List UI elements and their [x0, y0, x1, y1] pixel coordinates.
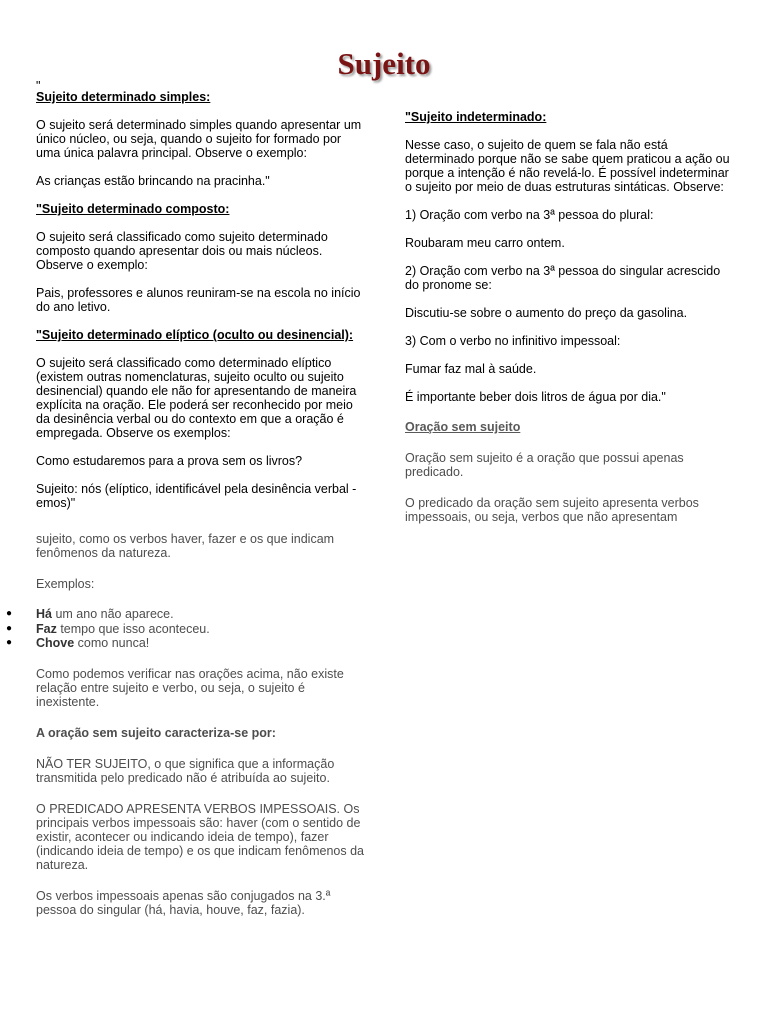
left-column [6, 79, 366, 917]
indet-item3: 3) Com o verbo no infinitivo impessoal: [405, 334, 621, 348]
det-composto-heading: "Sujeito determinado composto: [36, 202, 230, 216]
list-item: ● Chove como nunca! [6, 636, 150, 650]
examples-list [6, 607, 366, 651]
indet-heading: "Sujeito indeterminado: [405, 110, 547, 124]
indet-item3-example2: É importante beber dois litros de água por dia." [405, 390, 666, 404]
indet-item2: 2) Oração com verbo na 3ª pessoa do singular acrescido do pronome se: [405, 264, 721, 292]
sem-sujeito-text: Oração sem sujeito é a oração que possui apenas predicado. [405, 451, 684, 479]
list-item: ● Há um ano não aparece. [6, 607, 174, 621]
indet-item2-example: Discutiu-se sobre o aumento do preço da gasolina. [405, 306, 688, 320]
bullet-icon: ● [6, 622, 13, 634]
det-simples-example: As crianças estão brincando na pracinha." [36, 174, 270, 188]
opening-quote: " [36, 79, 41, 93]
bullet-icon: ● [6, 637, 13, 648]
eliptico-heading: "Sujeito determinado elíptico (oculto ou desinencial): [36, 328, 354, 342]
indet-text: Nesse caso, o sujeito de quem se fala não está determinado porque não se sabe quem praticou a ação ou porque a intenção é não revelá-lo. É possível indeterminar o sujeito por meio de duas estruturas sintáticas. Observe: [405, 138, 730, 194]
indet-item3-example1: Fumar faz mal à saúde. [405, 362, 537, 376]
nao-ter-text: NÃO TER SUJEITO, o que significa que a informação transmitida pelo predicado não é atribuída ao sujeito. [36, 756, 335, 785]
sem-sujeito-heading: Oração sem sujeito [405, 420, 521, 434]
list-item: ● Faz tempo que isso aconteceu. [6, 621, 210, 636]
page-title: Sujeito [337, 46, 431, 81]
conjugados-text: Os verbos impessoais apenas são conjugados na 3.ª pessoa do singular (há, havia, houve, faz, fazia). [36, 888, 331, 917]
det-composto-example: Pais, professores e alunos reuniram-se na escola no início do ano letivo. [36, 286, 361, 314]
indet-item1: 1) Oração com verbo na 3ª pessoa do plural: [405, 208, 654, 222]
sem-sujeito-text2: O predicado da oração sem sujeito apresenta verbos impessoais, ou seja, verbos que não apresentam [405, 496, 699, 524]
eliptico-text: O sujeito será classificado como determinado elíptico (existem outras nomenclaturas, sujeito oculto ou sujeito desinencial) quando ele não for apresentando de maneira explícita na oração. Ele poderá ser reconhecido por meio da desinência verbal ou do contexto em que a oração é empregada. Observe os exemplos: [36, 356, 357, 440]
det-composto-text: O sujeito será classificado como sujeito determinado composto quando apresentar dois ou mais núcleos. Observe o exemplo: [36, 230, 328, 272]
predicado-text: O PREDICADO APRESENTA VERBOS IMPESSOAIS. Os principais verbos impessoais são: haver (com o sentido de existir, acontecer ou indicando ideia de tempo), fazer (indicando ideia de tempo) e os que indicam fenômenos da natureza. [36, 801, 364, 872]
bullet-icon: ● [6, 608, 13, 619]
eliptico-example: Como estudaremos para a prova sem os livros? [36, 454, 303, 468]
exemplos-label: Exemplos: [36, 577, 95, 591]
verify-text: Como podemos verificar nas orações acima, não existe relação entre sujeito e verbo, ou seja, o sujeito é inexistente. [36, 666, 344, 709]
eliptico-explain: Sujeito: nós (elíptico, identificável pela desinência verbal -emos)" [36, 482, 357, 510]
indet-item1-example: Roubaram meu carro ontem. [405, 236, 565, 250]
continued-text: sujeito, como os verbos haver, fazer e os que indicam fenômenos da natureza. [36, 532, 335, 560]
right-column [405, 110, 735, 524]
det-simples-heading: Sujeito determinado simples: [36, 90, 211, 104]
det-simples-text: O sujeito será determinado simples quando apresentar um único núcleo, ou seja, quando o sujeito for formado por uma única palavra principal. Observe o exemplo: [36, 118, 362, 160]
caracteriza-heading: A oração sem sujeito caracteriza-se por: [36, 725, 276, 740]
